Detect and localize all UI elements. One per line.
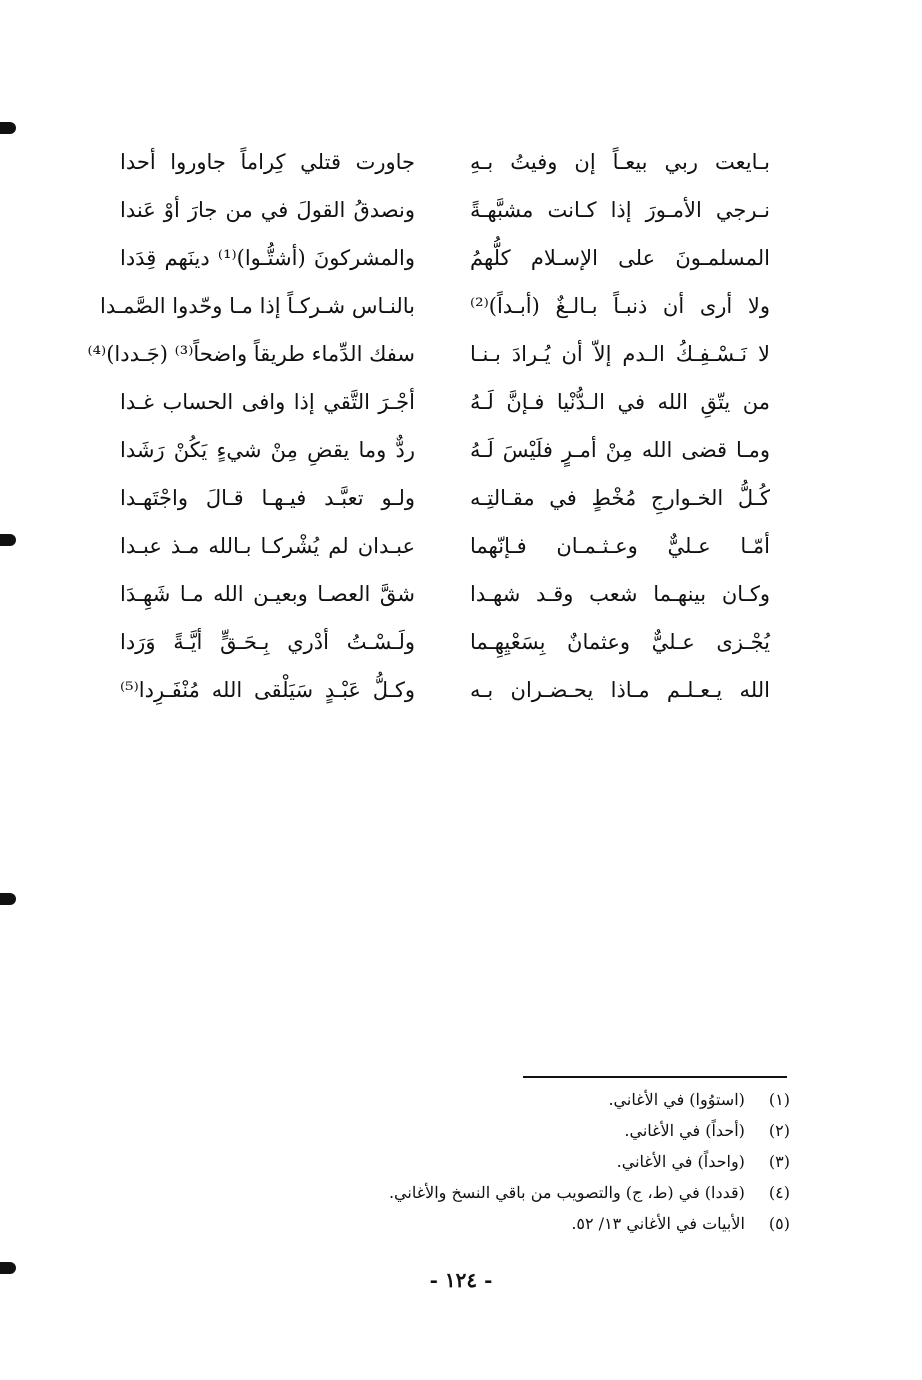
verse (120, 138, 770, 186)
footnote-number: (٥) (768, 1214, 790, 1233)
verse-second-hemistich: ولَـسْـتُ أدْري بِـحَـقٍّ أيَّـةً وَرَدا (120, 630, 415, 654)
verse-first-hemistich: لا نَـسْـفِـكُ الـدم إلاّ أن يُـرادَ بـنـا (470, 342, 770, 366)
verse-first-hemistich: يُجْـزى عـليٌّ وعثمانٌ بِسَعْيِهِـما (470, 630, 770, 654)
verse (120, 234, 770, 282)
verse-first-hemistich: أمّـا عـليٌّ وعـثـمـان فـإنّهما (470, 534, 770, 558)
verse-second-hemistich: ردٌّ وما يقضِ مِنْ شيءٍ يَكُنْ رَشَدا (120, 438, 415, 462)
footnote-number: (٢) (768, 1121, 790, 1140)
verse-first-hemistich: من يتّقِ الله في الـدُّنْيا فـإنَّ لَـهُ (470, 390, 770, 414)
binding-mark (0, 534, 16, 546)
footnote (230, 1208, 790, 1239)
verse (100, 282, 770, 330)
verse (120, 618, 770, 666)
footnote-separator (523, 1076, 787, 1078)
footnote (230, 1115, 790, 1146)
footnote (230, 1084, 790, 1115)
verse (87, 330, 770, 378)
verse (120, 666, 770, 714)
verse-second-hemistich: والمشركونَ (أشتُّـوا)⁽¹⁾ دينَهم قِدَدا (120, 246, 415, 270)
verse (120, 426, 770, 474)
binding-mark (0, 893, 16, 905)
verse (120, 522, 770, 570)
verse-first-hemistich: بـايعت ربي بيعـاً إن وفيتُ بـهِ (470, 150, 770, 174)
verse-first-hemistich: ومـا قضى الله مِنْ أمـرٍ فلَيْسَ لَـهُ (470, 438, 770, 462)
footnote-text: (واحداً) في الأغاني. (616, 1152, 745, 1171)
verse-second-hemistich: أجْـرَ التَّقي إذا وافى الحساب غـدا (120, 390, 415, 414)
footnote-text: (أحداً) في الأغاني. (624, 1121, 745, 1140)
footnote-number: (٣) (768, 1152, 790, 1171)
verse-second-hemistich: شقَّ العصـا وبعيـن الله مـا شَهِـدَا (120, 582, 415, 606)
verse (120, 474, 770, 522)
footnote (230, 1177, 790, 1208)
footnote-number: (٤) (768, 1183, 790, 1202)
verse-second-hemistich: بالنـاس شـركـاً إذا مـا وحّدوا الصَّمـدا (100, 294, 415, 318)
verse-second-hemistich: سفك الدِّماء طريقاً واضحاً⁽³⁾ (جَـددا)⁽⁴⁾ (87, 342, 415, 366)
verse (120, 570, 770, 618)
verse-first-hemistich: ولا أرى أن ذنبـاً بـالـغٌ (أبـداً)⁽²⁾ (470, 294, 770, 318)
verse-first-hemistich: نـرجي الأمـورَ إذا كـانت مشبَّهـةً (470, 198, 770, 222)
footnote-text: (قددا) في (ط، ج) والتصويب من باقي النسخ والأغاني. (388, 1183, 745, 1202)
verse-second-hemistich: ولـو تعبَّـد فيـهـا قـالَ واجْتَهـدا (120, 486, 415, 510)
verse-first-hemistich: وكـان بينهـما شعب وقـد شهـدا (470, 582, 770, 606)
binding-mark (0, 122, 16, 134)
verse-second-hemistich: عبـدان لم يُشْركـا بـالله مـذ عبـدا (120, 534, 415, 558)
footnote-number: (١) (768, 1090, 790, 1109)
poem (87, 138, 770, 714)
page-number: - ١٢٤ - (429, 1268, 493, 1292)
footnotes (230, 1084, 790, 1239)
verse-first-hemistich: الله يـعـلـم مـاذا يحـضـران بـه (470, 678, 770, 702)
verse (120, 378, 770, 426)
verse-second-hemistich: ونصدقُ القولَ في من جارَ أوْ عَندا (120, 198, 415, 222)
verse (120, 186, 770, 234)
verse-first-hemistich: كُـلُّ الخـوارجِ مُخْطٍ في مقـالتِـه (470, 486, 770, 510)
verse-first-hemistich: المسلمـونَ على الإسـلام كلُّهمُ (470, 246, 770, 270)
footnote (230, 1146, 790, 1177)
footnote-text: (استوُوا) في الأغاني. (608, 1090, 745, 1109)
verse-second-hemistich: جاورت قتلي كِراماً جاوروا أحدا (120, 150, 415, 174)
verse-second-hemistich: وكـلُّ عَبْـدٍ سَيَلْقى الله مُنْفَـرِدا⁽⁵⁾ (120, 678, 415, 702)
footnote-text: الأبيات في الأغاني ١٣/ ٥٢. (571, 1214, 745, 1233)
